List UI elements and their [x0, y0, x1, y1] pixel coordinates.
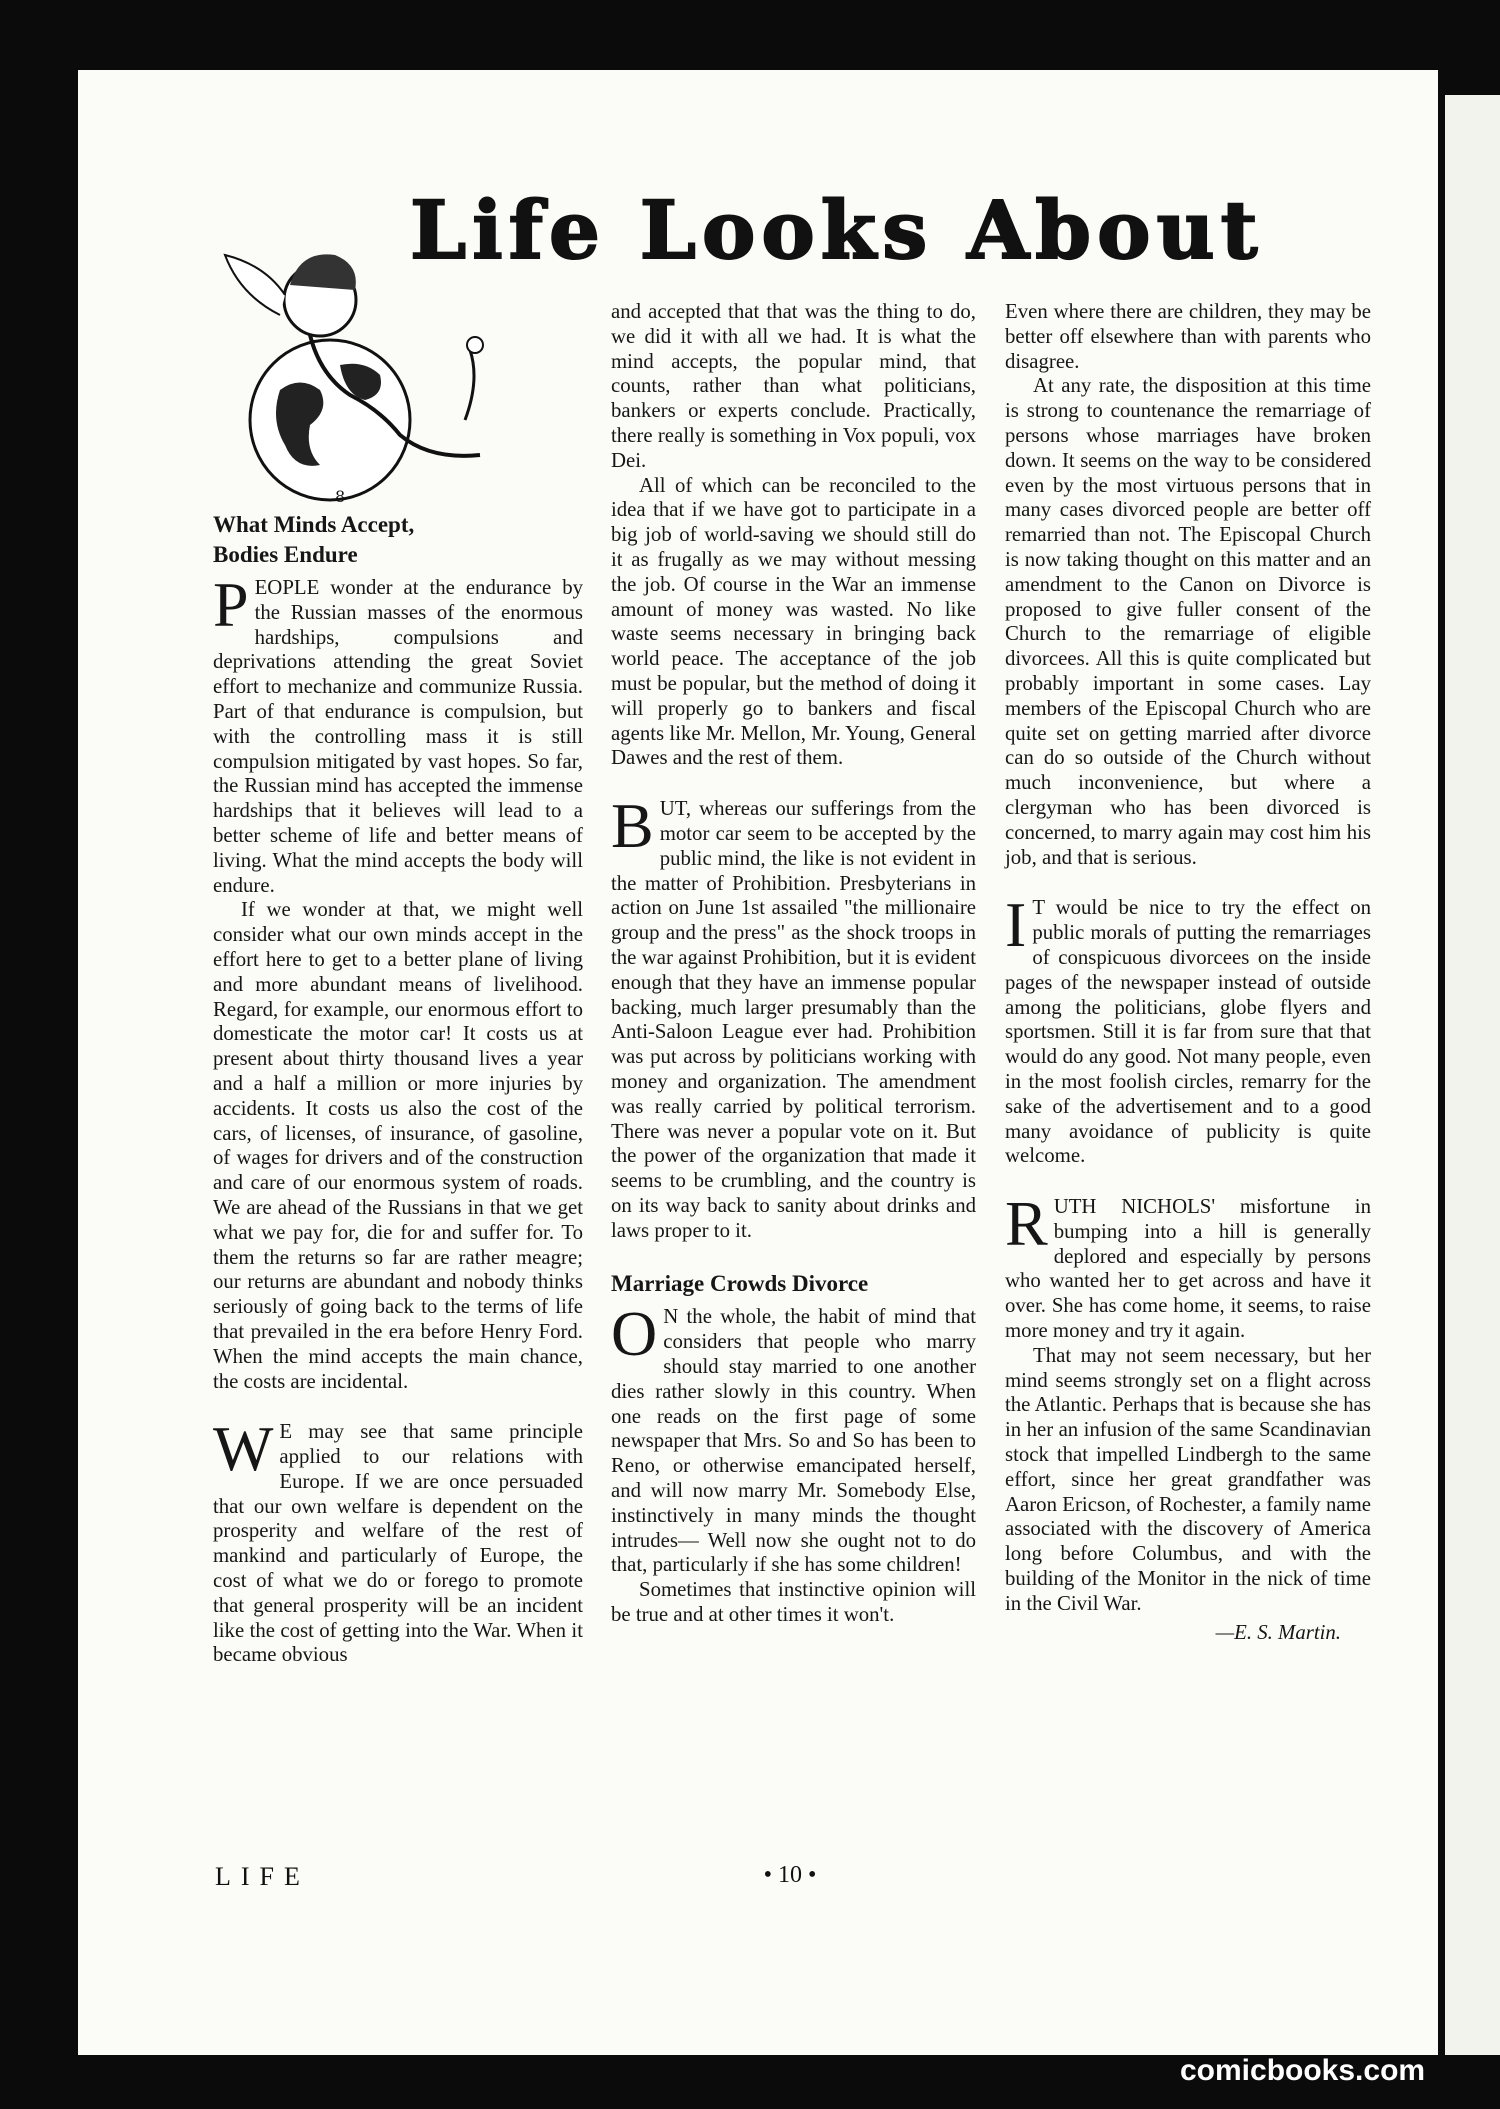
section-heading: What Minds Accept, Bodies Endure: [213, 512, 415, 567]
drop-cap: P: [213, 569, 249, 640]
paragraph: At any rate, the disposition at this time is strong to countenance the remarriage of persons whose marriages have broken down. It seems on the way to be considered even by the most virtuous persons that in many cases divorced people are better off remarried than not. The Episcopal Church is now taking thought on this matter and an amendment to the Canon on Divorce is proposed to give fuller consent of the Church to the remarriage of eligible divorcees. All this is quite complicated but probably important in some cases. Lay members of the Episcopal Church who are quite set on getting married after divorce can do so outside of the Church without much inconvenience, but where a clergyman who has been divorced is concerned, to marry again may cost him his job, and that is serious.: [1005, 374, 1371, 869]
facing-page-edge: [1445, 95, 1500, 2055]
drop-cap: O: [611, 1298, 658, 1370]
column-middle: [611, 300, 976, 1628]
cherub-globe-illustration: [210, 205, 540, 505]
paragraph: PEOPLE wonder at the endurance by the Russian masses of the enormous hardships, compulsions and deprivations attending the great Soviet effort to mechanize and communize Russia. Part of that endurance is compulsion, but with the controlling mass it is still compulsion mitigated by vast hopes. So far, the Russian mind has accepted the immense hardships that it believes will lead to a better scheme of life and better means of living. What the mind accepts the body will endure.: [213, 569, 583, 897]
column-left: [213, 510, 583, 1668]
paragraph: Even where there are children, they may be better off elsewhere than with parents who disagree.: [1005, 300, 1371, 373]
paragraph: and accepted that that was the thing to do, we did it with all we had. It is what the mind accepts, the popular mind, that counts, rather than what politicians, bankers or experts conclude. Practically, there really is something in Vox populi, vox Dei.: [611, 300, 976, 472]
magazine-name: LIFE: [215, 1862, 310, 1891]
paragraph: Sometimes that instinctive opinion will be true and at other times it won't.: [611, 1578, 976, 1627]
author-signature: —E. S. Martin.: [1215, 1620, 1341, 1644]
paragraph: BUT, whereas our sufferings from the motor car seem to be accepted by the public mind, the like is not evident in the matter of Prohibition. Presbyterians in action on June 1st assailed "the millionaire group and the press" as the shock troops in the war against Prohibition, but it is evident enough that they have an immense popular backing, much larger presumably than the Anti-Saloon League ever had. Prohibition was put across by politicians working with money and organization. The amendment was really carried by political terrorism. There was never a popular vote on it. But the power of the organization that made it seems to be crumbling, and the country is on its way back to sanity about drinks and laws proper to it.: [611, 790, 976, 1242]
drop-cap: W: [213, 1413, 274, 1485]
paragraph: O N the whole, the habit of mind that considers that people who marry should stay married to one another dies rather slowly in this country. When one reads on the first page of some newspaper that Mrs. So and So has been to Reno, or otherwise emancipated herself, and will now marry Mr. Somebody Else, instinctively in many minds the thought intrudes— Well now she ought not to do that, particularly if she has some children!: [611, 1298, 976, 1577]
section-heading: Marriage Crowds Divorce: [611, 1271, 869, 1297]
paragraph: All of which can be reconciled to the idea that if we have got to participate in a big job of world-saving we should still do it as frugally as we may without messing the job. Of course in the War an immense amount of money was wasted. No like waste seems necessary in bringing back world peace. The acceptance of the job must be popular, but the method of doing it will properly go to bankers and fiscal agents like Mr. Mellon, Mr. Young, General Dawes and the rest of them.: [611, 473, 976, 770]
paragraph: RUTH NICHOLS' misfortune in bumping into a hill is generally deplored and especially by persons who wanted her to get across and have it over. She has come home, it seems, to raise more money and try it again.: [1005, 1188, 1371, 1343]
drop-cap: B: [611, 790, 654, 862]
svg-text:8: 8: [335, 487, 346, 505]
page-title: Life Looks About: [410, 183, 1264, 277]
page-number: • 10 •: [763, 1862, 817, 1888]
paragraph: That may not seem necessary, but her mind seems strongly set on a flight across the Atlantic. Perhaps that is because she has in her an infusion of the same Scandinavian stock that impelled Lindbergh to the same effort, since her great grandfather was Aaron Ericson, of Rochester, a family name associated with the discovery of America long before Columbus, and with the building of the Monitor in the nick of time in the Civil War.: [1005, 1343, 1371, 1615]
paragraph: W E may see that same principle applied to our relations with Europe. If we are once persuaded that our own welfare is dependent on the prosperity and welfare of the rest of mankind and particularly of Europe, the cost of what we do or forego to promote that general prosperity will be an incident like the cost of getting into the War. When it became obvious: [213, 1413, 583, 1667]
watermark: comicbooks.com: [1180, 2054, 1426, 2087]
drop-cap: I: [1005, 889, 1027, 961]
paragraph: I T would be nice to try the effect on public morals of putting the remarriages of conspicuous divorcees on the inside pages of the newspaper instead of outside among the politicians, globe flyers and sportsmen. Still it is far from sure that that would do any good. Not many people, even in the most foolish circles, remarry for the sake of the advertisement and to a good many avoidance of publicity is quite welcome.: [1005, 889, 1371, 1168]
drop-cap: R: [1005, 1188, 1048, 1260]
paragraph: If we wonder at that, we might well consider what our own minds accept in the effort here to get to a better plane of living and more abundant means of livelihood. Regard, for example, our enormous effort to domesticate the motor car! It costs us at present about thirty thousand lives a year and a half a million or more injuries by accidents. It costs us also the cost of the cars, of licenses, of insurance, of gasoline, of wages for drivers and of the construction and care of our enormous system of roads. We are ahead of the Russians in that we get what we pay for, die for and suffer for. To them the returns so far are rather meagre; our returns are abundant and nobody thinks seriously of going back to the terms of life that prevailed in the era before Henry Ford. When the mind accepts the main chance, the costs are incidental.: [213, 898, 583, 1393]
column-right: [1005, 300, 1371, 1645]
